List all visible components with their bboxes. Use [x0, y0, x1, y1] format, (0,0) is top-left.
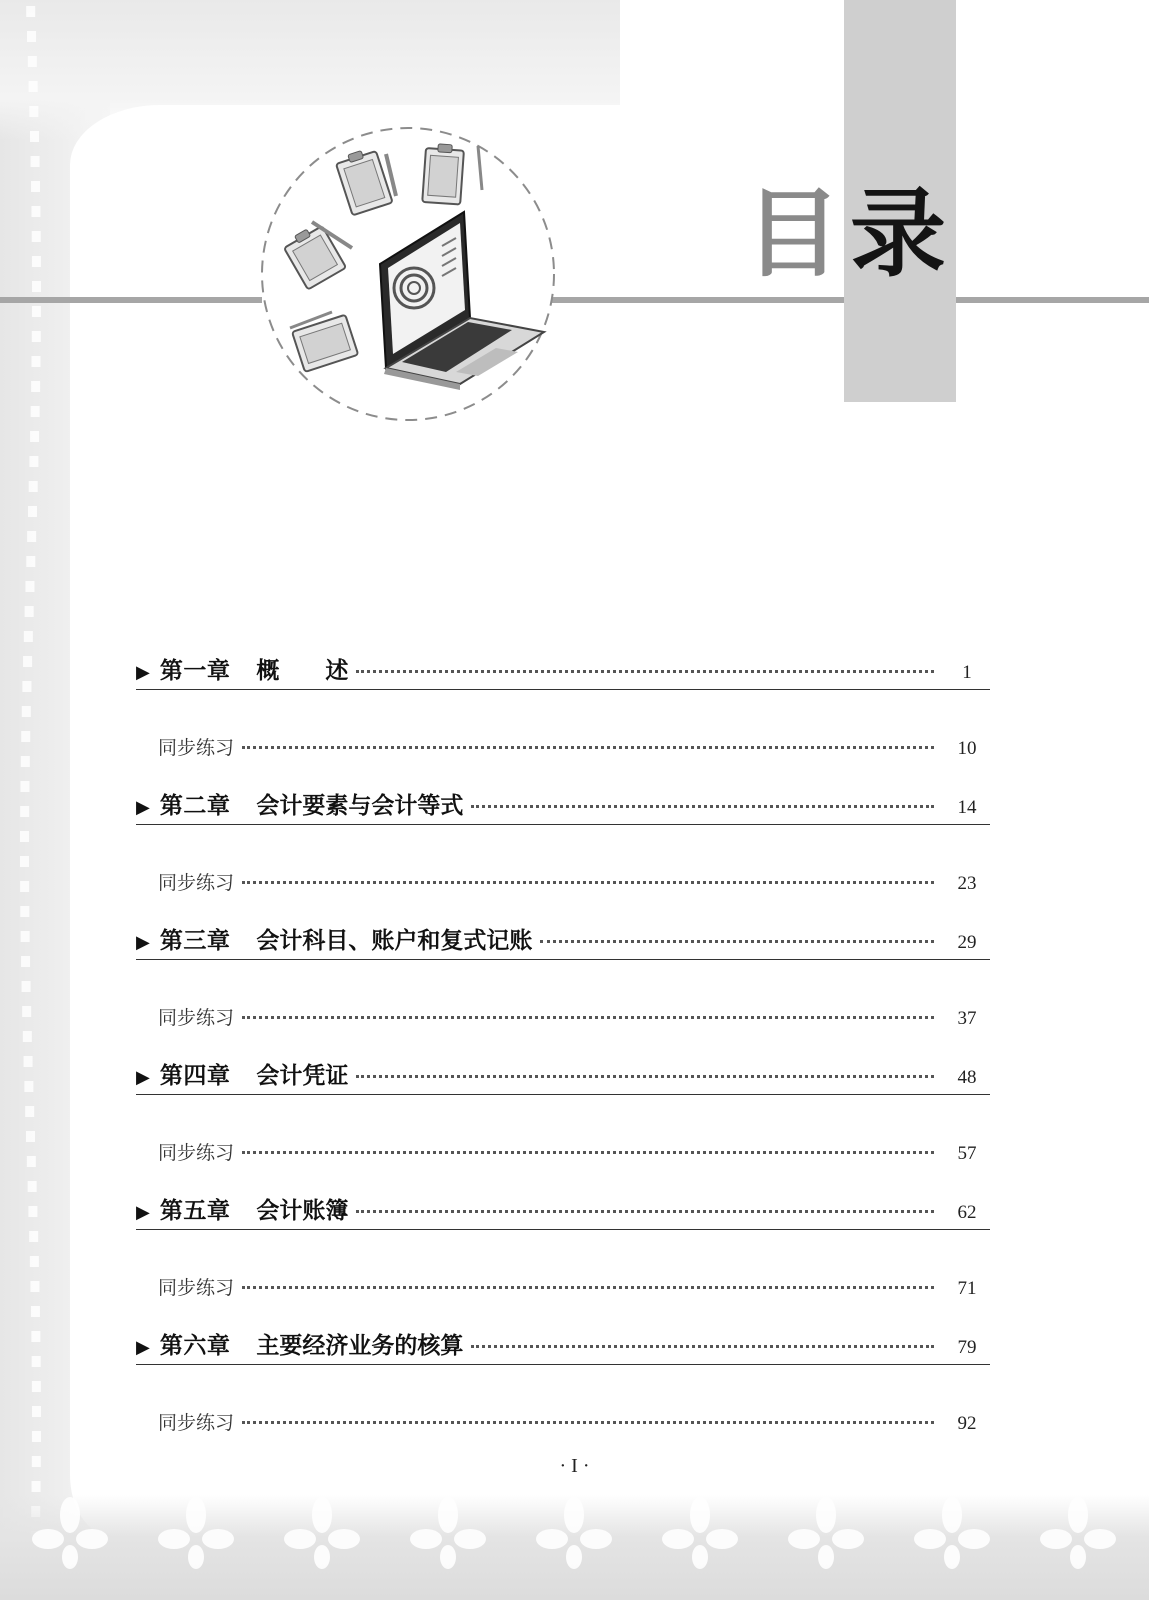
dot-leader	[242, 1015, 934, 1019]
page-number: 23	[957, 873, 977, 894]
film-hole	[32, 1356, 41, 1367]
toc-chapter-row[interactable]	[136, 1057, 990, 1095]
film-hole	[30, 1256, 39, 1267]
film-hole	[32, 1431, 41, 1442]
chapter-number: 第三章	[159, 927, 231, 954]
page-folio: · I ·	[559, 1455, 590, 1477]
chapter-title: 概 述	[256, 657, 349, 684]
chapter-number: 第六章	[159, 1332, 231, 1359]
flower-motif	[284, 1497, 360, 1569]
page-number: 92	[957, 1413, 977, 1434]
page-number: 1	[962, 662, 972, 683]
chapter-title: 会计账簿	[256, 1197, 349, 1224]
film-hole	[31, 381, 40, 392]
film-hole	[31, 156, 40, 167]
film-hole	[31, 1331, 40, 1342]
film-hole	[20, 806, 29, 817]
toc-sub-row[interactable]	[136, 1273, 990, 1303]
film-hole	[31, 206, 40, 217]
flower-motif	[410, 1497, 486, 1569]
film-hole	[20, 781, 29, 792]
page-number: 48	[957, 1067, 977, 1088]
film-hole	[27, 31, 36, 42]
film-hole	[27, 531, 36, 542]
film-hole	[21, 731, 30, 742]
toc-sub-row[interactable]	[136, 868, 990, 898]
flower-motif	[536, 1497, 612, 1569]
triangle-right-icon: ▶	[136, 797, 150, 818]
film-hole	[32, 1481, 41, 1492]
film-hole	[32, 356, 41, 367]
triangle-right-icon: ▶	[136, 1067, 150, 1088]
film-hole	[25, 606, 34, 617]
dot-leader	[471, 804, 934, 808]
film-hole	[20, 906, 29, 917]
film-hole	[25, 1106, 34, 1117]
dot-leader	[356, 1209, 934, 1213]
flower-motif	[158, 1497, 234, 1569]
film-hole	[28, 506, 37, 517]
dot-leader	[242, 1285, 934, 1289]
toc-sub-row[interactable]	[136, 1003, 990, 1033]
film-hole	[30, 131, 39, 142]
chapter-title: 会计要素与会计等式	[256, 792, 464, 819]
section-title: 同步练习	[158, 1277, 235, 1299]
film-hole	[24, 1081, 33, 1092]
dot-leader	[242, 745, 934, 749]
film-hole	[24, 631, 33, 642]
film-hole	[26, 6, 35, 17]
film-hole	[29, 1231, 38, 1242]
toc-sub-row[interactable]	[136, 1138, 990, 1168]
toc-chapter-row[interactable]	[136, 652, 990, 690]
chapter-title: 会计科目、账户和复式记账	[256, 927, 533, 954]
flower-motif	[788, 1497, 864, 1569]
header-rule-right	[956, 297, 1149, 303]
film-hole	[28, 56, 37, 67]
clipboard-icon	[422, 143, 464, 205]
page-number: 57	[957, 1143, 977, 1164]
section-title: 同步练习	[158, 1412, 235, 1434]
toc-sub-row[interactable]	[136, 733, 990, 763]
triangle-right-icon: ▶	[136, 932, 150, 953]
section-title: 同步练习	[158, 737, 235, 759]
header-rule-middle	[552, 297, 844, 303]
film-hole	[30, 431, 39, 442]
header-rule-left	[0, 297, 262, 303]
section-title: 同步练习	[158, 872, 235, 894]
film-hole	[32, 231, 41, 242]
film-strip-decoration	[18, 0, 58, 1600]
laptop-documents-illustration	[256, 122, 560, 426]
film-hole	[29, 81, 38, 92]
film-hole	[32, 1381, 41, 1392]
section-title: 同步练习	[158, 1142, 235, 1164]
film-hole	[31, 406, 40, 417]
film-hole	[20, 856, 29, 867]
chapter-number: 第一章	[159, 657, 231, 684]
film-hole	[27, 1156, 36, 1167]
dot-leader	[471, 1344, 934, 1348]
chapter-title: 会计凭证	[256, 1062, 349, 1089]
page-number: 71	[957, 1278, 977, 1299]
film-hole	[20, 831, 29, 842]
film-hole	[28, 1181, 37, 1192]
page-number: 62	[957, 1202, 977, 1223]
film-hole	[32, 1406, 41, 1417]
film-hole	[20, 881, 29, 892]
page-number: 37	[957, 1008, 977, 1029]
film-hole	[32, 306, 41, 317]
title-char-mu: 目	[745, 177, 841, 290]
film-hole	[23, 1031, 32, 1042]
film-hole	[24, 1056, 33, 1067]
film-hole	[32, 281, 41, 292]
toc-chapter-row[interactable]	[136, 1327, 990, 1365]
film-hole	[21, 956, 30, 967]
film-hole	[29, 481, 38, 492]
dot-leader	[242, 1150, 934, 1154]
film-hole	[32, 331, 41, 342]
chapter-number: 第四章	[159, 1062, 231, 1089]
film-hole	[26, 556, 35, 567]
dot-leader	[356, 669, 934, 673]
film-hole	[22, 681, 31, 692]
title-char-lu: 录	[850, 177, 946, 290]
dot-leader	[540, 939, 934, 943]
film-hole	[29, 106, 38, 117]
film-hole	[32, 256, 41, 267]
dot-leader	[356, 1074, 934, 1078]
toc-sub-row[interactable]	[136, 1408, 990, 1438]
triangle-right-icon: ▶	[136, 1202, 150, 1223]
triangle-right-icon: ▶	[136, 662, 150, 683]
film-hole	[31, 181, 40, 192]
dot-leader	[242, 880, 934, 884]
film-hole	[31, 1306, 40, 1317]
film-hole	[22, 706, 31, 717]
chapter-title: 主要经济业务的核算	[256, 1332, 464, 1359]
page-number: 14	[957, 797, 977, 818]
toc-chapter-row[interactable]	[136, 787, 990, 825]
toc-chapter-row[interactable]	[136, 922, 990, 960]
flower-motif	[914, 1497, 990, 1569]
chapter-number: 第五章	[159, 1197, 231, 1224]
film-hole	[22, 981, 31, 992]
film-hole	[21, 756, 30, 767]
triangle-right-icon: ▶	[136, 1337, 150, 1358]
film-hole	[22, 1006, 31, 1017]
film-hole	[28, 1206, 37, 1217]
dot-leader	[242, 1420, 934, 1424]
film-hole	[25, 581, 34, 592]
flower-border-decoration	[0, 1495, 1149, 1600]
section-title: 同步练习	[158, 1007, 235, 1029]
chapter-number: 第二章	[159, 792, 231, 819]
flower-motif	[662, 1497, 738, 1569]
page-number: 79	[957, 1337, 977, 1358]
page-number: 10	[957, 738, 977, 759]
film-hole	[21, 931, 30, 942]
page-number: 29	[957, 932, 977, 953]
film-hole	[26, 1131, 35, 1142]
flower-motif	[1040, 1497, 1116, 1569]
film-hole	[23, 656, 32, 667]
toc-chapter-row[interactable]	[136, 1192, 990, 1230]
film-hole	[29, 456, 38, 467]
flower-motif	[32, 1497, 108, 1569]
film-hole	[30, 1281, 39, 1292]
